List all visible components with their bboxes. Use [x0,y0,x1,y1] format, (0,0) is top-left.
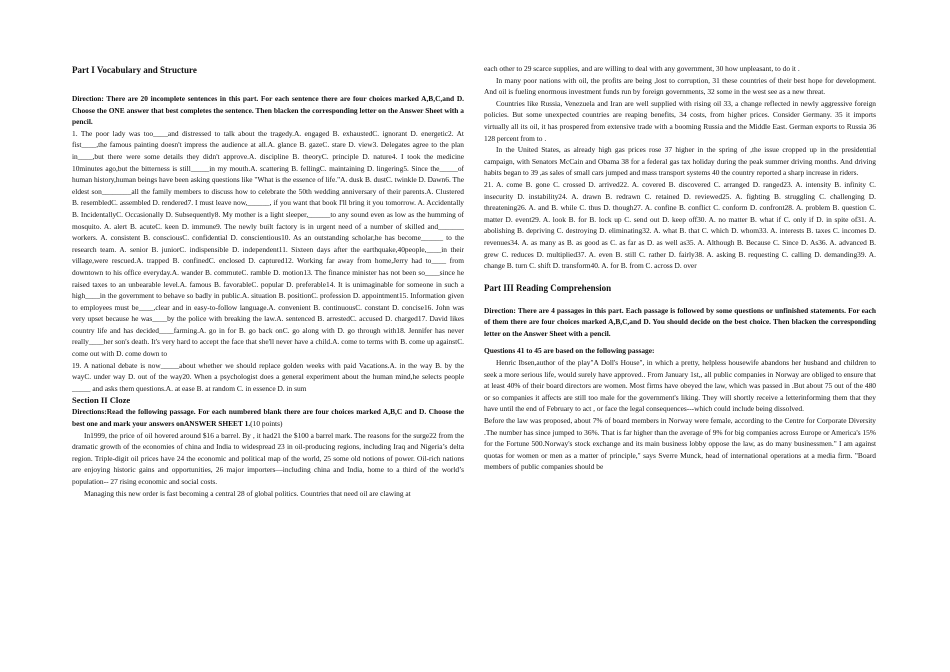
part1-questions: 1. The poor lady was too____and distressed to talk about the tragedy.A. engaged B. exhaustedC. ignorant D. energetic2. At fist____,the famous painting doesn't impress the audience at all.A. glance B. gazeC. stare D. view3. Delegates agree to the plan in____,but there were some details they didn't approve.A. discipline B. theoryC. principle D. nature4. I took the medicine 10minutes ago,but the bitterness is still_____in my mouth.A. scattering B. fellingC. maintaining D. lingering5. Since the_____of human history,human beings have been asking questions like "What is the essence of life."A. dusk B. dustC. twinkle D. Dawn6. The eldest son________all the family members to discuss how to celebrate the 50th wedding anniversary of their parents.A. Clustered B. resembledC. assembled D. rendered7. I must leave now,______, if you want that book I'll bring it you tomorrow. A. Accidentally B. IncidentallyC. Occasionally D. Subsequently8. My mother is a light sleeper,______to any sound even as low as the humming of mosquito. A. alert B. acuteC. keen D. immune9. The newly built factory is in urgent need of a number of skilled and_______ workers. A. consistent B. consciousC. confidential D. conscientious10. As an outstanding scholar,he has become______ to the research team. A. senior B. juniorC. indispensible D. independent11. Sixteen days after the earthquake,40people,____in their village,were rescued.A. trapped B. confinedC. enclosed D. captured12. Working far away from home,Jerry had to____ from downtown to his office everyday.A. wander B. commuteC. ramble D. motion13. The finance minister has not been so____since he raised taxes to an unbearable level.A. famous B. favorableC. popular D. preferable14. It is unimaginable for someone in such a high____in the government to behave so badly in public.A. situation B. positionC. profession D. appointment15. Information given to employees must be____,clear and in easy-to-follow language.A. convenient B. continuousC. constant D. concise16. John was very upset because he was____by the police with breaking the law.A. sentenced B. arrestedC. accused D. charged17. David likes country life and has decided____farming.A. go in for B. go back onC. go along with D. go through with18. Jennifer has never really____her son's death. It's very hard to accept the face that she'll never have a child.A. come to terms with B. come up againstC. come out with D. come down to [72,128,464,359]
cloze-paragraph-2-continued: each other to 29 scarce supplies, and are willing to deal with any government, 30 how unpleasant, to do it . [484,64,800,73]
part1-question-19-20: 19. A national debate is now_____about whether we should replace golden weeks with paid Vacations.A. in the way B. by the wayC. under way D. out of the way20. When a psychologist does a general experiment about the human mind,he selects people _____ and asks them questions.A. at ease B. at random C. in essence D. in sum [72,360,464,393]
cloze-paragraph-2: Managing this new order is fast becoming a central 28 of global politics. Countries that need oil are clawing at [84,488,411,498]
section2-direction: Directions:Read the following passage. For each numbered blank there are four choices marked A,B,C and D. Choose the best one and mark your answers onANSWER SHEET 1. [72,407,464,429]
section2-title: Section II Cloze [72,395,131,406]
cloze-paragraph-3: In many poor nations with oil, the profits are being ,lost to corruption, 31 these countries of their best hope for development. And oil is fueling enormous investment funds run by foreign governments, 32 some in the west see as a new threat. [484,75,876,97]
part3-direction: Direction: There are 4 passages in this part. Each passage is followed by some questions or unfinished statements. For each of them there are four choices marked A,B,C,and D. You should decide on the best choice. Then blacken the corresponding letter on the Answer Sheet with a pencil. [484,305,876,338]
right-column [484,63,876,473]
reading-paragraph-1: Henric Ibsen,author of the play"A Doll's House", in which a pretty, helpless housewife abandons her husband and children to seek a more serious life, would surely have approved.. From January 1st,, all public companies in Norway are obliged to ensure that at least 40% of their board directors are women. Most firms have obeyed the law, which was passed in .But about 75 out of the 480 or so companies it affects are still too male for the government's liking. They will shortly receive a letterinforming them that they have until the end of February to act , or face the legal consequences---which could include being dissolved. [484,358,876,414]
part1-title: Part I Vocabulary and Structure [72,65,197,75]
reading-paragraph-2: Before the law was proposed, about 7% of board members in Norway were female, according to the Centre for Corporate Diversity .The number has since jumped to 36%. That is far higher than the average of 9% for big companies across Europe or America's 15% for the Fortune 500.Norway's stock exchange and its main business lobby oppose the law, as do many businessmen." I am against quotas for women or men as a matter of principle," says Sverre Munck, head of international operations at a media firm. "Board members of public companies should be [484,416,876,472]
section2-direction-block [72,406,464,429]
questions-41-45-heading: Questions 41 to 45 are based on the following passage: [484,346,655,356]
cloze-options: 21. A. come B. gone C. crossed D. arrived22. A. covered B. discovered C. arranged D. ranged23. A. intensity B. infinity C. insecurity D. instability24. A. drawn B. redrawn C. retained D. reviewed25. A. fighting B. struggling C. challenging D. threatening26. A. and B. while C. thus D. though27. A. confine B. conflict C. conform D. confront28. A. problem B. question C. matter D. event29. A. look B. for B. lock up C. send out D. keep off30. A. no matter B. what if C. only if D. in spite of31. A. abolishing B. depriving C. destroying D. eliminating32. A. what B. that C. which D. whom33. A. interests B. taxes C. incomes D. revenues34. A. as many as B. as good as C. as far as D. as well as35. A. Although B. Because C. Since D. As36. A. advanced B. grew C. reduces D. multiplied37. A. even B. still C. rather D. fairly38. A. asking B. requesting C. calling D. demanding39. A. change B. turn C. shift D. transform40. A. for B. from C. across D. over [484,179,876,271]
part1-direction: Direction: There are 20 incomplete sentences in this part. For each sentence there are four choices marked A,B,C,and D. Choose the ONE answer that best completes the sentence. Then blacken the corresponding letter on the Answer Sheet with a pencil. [72,94,464,127]
cloze-paragraph-5: In the United States, as already high gas prices rose 37 higher in the spring of ,the issue cropped up in the presidential campaign, with Senators McCain and Obama 38 for a federal gas tax holiday during the peak summer driving months. And driving habits began to 39 ,as sales of small cars jumped and mass transport systems 40 the country reported a sharp increase in riders. [484,145,876,178]
left-column [72,64,464,499]
part3-title: Part III Reading Comprehension [484,282,612,293]
cloze-paragraph-4: Countries like Russia, Venezuela and Iran are well supplied with rising oil 33, a change reflected in newly aggressive foreign policies. But some unexpected countries are reaping benefits, 34 costs, from higher prices. Consider Germany. 35 it imports virtually all its oil, it has prospered from extensive trade with a booming Russia and the Middle East. German exports to Russia 36 128 percent from to . [484,98,876,143]
section2-points: (10 points) [250,419,283,429]
cloze-paragraph-1: In1999, the price of oil hovered around $16 a barrel. By , it had21 the $100 a barrel mark. The reasons for the surge22 from the dramatic growth of the economies of china and India to widespread 23 in oil-producing regions, including Iraq and Nigeria’s delta region. Triple-digit oil prices have 24 the economic and political map of the world, 25 some old notions of power. Oil-rich nations are enjoying historic gains and opportunities, 26 major importers—including china and India, home to a third of the world’s population-- 27 rising economic and social costs. [72,430,464,486]
